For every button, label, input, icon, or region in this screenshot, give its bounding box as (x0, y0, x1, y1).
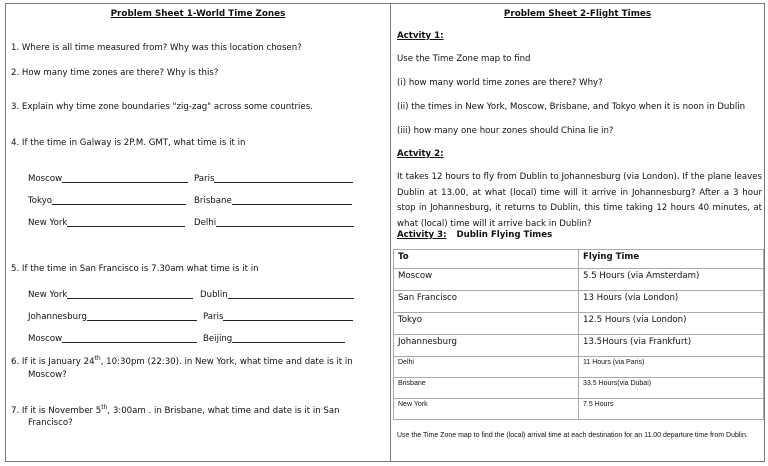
problem-sheet-1 (5, 3, 391, 462)
sheet2-title: Problem Sheet 2-Flight Times (503, 9, 652, 19)
activity-2-text: It takes 12 hours to fly from Dublin to Johannesburg (via London). If the plane leaves Dublin at 13.00, at what (local) time will it arrive in Johannesburg? After a 3 hour stop in Johannesburg, it returns to Dublin, this time taking 12 hours 40 minutes, at what (local) time will it arrive back in Dublin? (397, 172, 762, 229)
question-7: 7. If it is November 5th, 3:00am . in Brisbane, what time and date is it in San (11, 404, 340, 416)
city-label: Paris (203, 312, 224, 322)
table-row: Johannesburg 13.5Hours (via Frankfurt) (394, 335, 764, 357)
activity-1-item-i: (i) how many world time zones are there? Why? (397, 78, 603, 88)
question-4: 4. If the time in Galway is 2P.M. GMT, what time is it in (11, 138, 246, 148)
table-row: Moscow 5.5 Hours (via Amsterdam) (394, 269, 764, 291)
table-header-row: To Flying Time (394, 250, 764, 269)
city-label: New York (28, 290, 68, 300)
table-row: Tokyo 12.5 Hours (via London) (394, 313, 764, 335)
activity-1-item-ii: (ii) the times in New York, Moscow, Brisbane, and Tokyo when it is noon in Dublin (397, 102, 746, 112)
sheet1-title: Problem Sheet 1-World Time Zones (110, 9, 286, 19)
answer-line-brisbane[interactable] (194, 196, 352, 206)
city-label: Moscow (28, 174, 63, 184)
city-label: New York (28, 218, 68, 228)
city-label: Tokyo (28, 196, 53, 206)
table-row: New York 7.5 Hours (394, 399, 764, 420)
question-6-cont: Moscow? (28, 370, 67, 380)
activity-2-heading: Actvity 2: (397, 149, 444, 159)
answer-line-new-york[interactable] (28, 290, 193, 300)
city-label: Johannesburg (28, 312, 87, 322)
answer-line-paris[interactable] (194, 174, 353, 184)
answer-line-beijing[interactable] (203, 334, 345, 344)
answer-line-tokyo[interactable] (28, 196, 186, 206)
city-label: Delhi (194, 218, 217, 228)
table-row: Delhi 11 Hours (via Paris) (394, 357, 764, 378)
city-label: Beijing (203, 334, 233, 344)
activity-3-note: Use the Time Zone map to find the (local) arrival time at each destination for an 11.00 departure time from Dublin. (397, 432, 748, 439)
answer-line-moscow[interactable] (28, 174, 188, 184)
answer-line-delhi[interactable] (194, 218, 354, 228)
answer-line-moscow[interactable] (28, 334, 197, 344)
answer-line-johannesburg[interactable] (28, 312, 197, 322)
table-row: Brisbane 33.5 Hours(via Dubai) (394, 378, 764, 399)
problem-sheet-2 (390, 3, 765, 462)
activity-1-intro: Use the Time Zone map to find (397, 54, 531, 64)
answer-line-new-york[interactable] (28, 218, 185, 228)
table-row: San Francisco 13 Hours (via London) (394, 291, 764, 313)
answer-line-dublin[interactable] (200, 290, 354, 300)
city-label: Paris (194, 174, 215, 184)
city-label: Moscow (28, 334, 63, 344)
activity-1-heading: Actvity 1: (397, 31, 444, 41)
question-5: 5. If the time in San Francisco is 7.30am what time is it in (11, 264, 259, 274)
question-7-cont: Francisco? (28, 418, 73, 428)
question-1: 1. Where is all time measured from? Why was this location chosen? (11, 43, 302, 53)
flying-times-table (393, 249, 764, 420)
activity-1-item-iii: (iii) how many one hour zones should China lie in? (397, 126, 614, 136)
question-3: 3. Explain why time zone boundaries "zig-zag" across some countries. (11, 102, 313, 112)
city-label: Dublin (200, 290, 228, 300)
question-2: 2. How many time zones are there? Why is this? (11, 68, 219, 78)
city-label: Brisbane (194, 196, 232, 206)
answer-line-paris[interactable] (203, 312, 353, 322)
activity-3-heading: Activity 3: Dublin Flying Times (397, 230, 553, 240)
question-6: 6. If it is January 24th, 10:30pm (22:30). in New York, what time and date is it in (11, 355, 353, 367)
